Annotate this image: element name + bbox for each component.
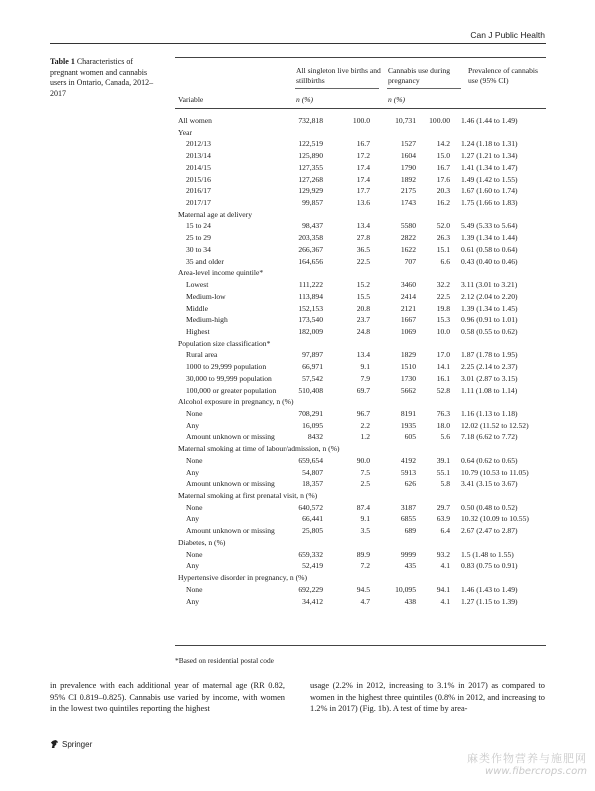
table-section-row	[175, 490, 546, 501]
cell-pct-all: 22.5	[356, 256, 370, 266]
table-row	[175, 256, 546, 267]
cell-n-all: 164,656	[298, 256, 323, 266]
cell-pct-cannabis: 15.3	[436, 315, 450, 325]
cell-prevalence: 0.64 (0.62 to 0.65)	[461, 455, 518, 465]
cell-prevalence: 10.79 (10.53 to 11.05)	[461, 467, 529, 477]
cell-n-all: 16,095	[302, 420, 323, 430]
table-header-rule	[175, 108, 546, 109]
cell-pct-cannabis: 93.2	[436, 549, 450, 559]
table-row	[175, 525, 546, 536]
cell-pct-all: 24.8	[356, 326, 370, 336]
cell-n-cannabis: 10,731	[395, 116, 416, 125]
cell-pct-cannabis: 18.0	[436, 420, 450, 430]
cell-prevalence: 1.49 (1.42 to 1.55)	[461, 174, 518, 184]
cell-pct-cannabis: 16.7	[436, 162, 450, 172]
cell-n-cannabis: 1730	[400, 373, 416, 383]
body-paragraph-left: in prevalence with each additional year of maternal age (RR 0.82, 95% CI 0.819–0.825). Cannabis use varied by income, with women in the lowest two quintiles reporting the highest	[50, 681, 285, 713]
table-row	[175, 314, 546, 325]
row-label: Any	[186, 514, 200, 524]
cell-prevalence: 12.02 (11.52 to 12.52)	[461, 420, 529, 430]
cell-n-cannabis: 605	[404, 432, 416, 442]
cell-pct-cannabis: 63.9	[436, 514, 450, 524]
cell-n-all: 266,367	[298, 244, 323, 254]
body-text-left-column	[50, 680, 285, 715]
cell-n-cannabis: 2414	[400, 291, 416, 301]
cell-n-cannabis: 1790	[400, 162, 416, 172]
table-row	[175, 431, 546, 442]
cell-n-all: 113,894	[298, 291, 323, 301]
cell-prevalence: 0.43 (0.40 to 0.46)	[461, 256, 518, 266]
cell-n-all: 34,412	[302, 596, 323, 606]
table-row	[175, 455, 546, 466]
cell-pct-all: 20.8	[356, 303, 370, 313]
table-top-rule	[175, 57, 546, 58]
table-row	[175, 420, 546, 431]
cell-pct-all: 87.4	[356, 502, 370, 512]
cell-prevalence: 2.67 (2.47 to 2.87)	[461, 526, 518, 536]
table-section-row	[175, 267, 546, 278]
row-label: Lowest	[186, 280, 209, 290]
cell-pct-all: 13.6	[356, 198, 370, 208]
row-label: Population size classification*	[178, 338, 271, 348]
cell-n-all: 127,268	[298, 174, 323, 184]
cell-n-cannabis: 689	[404, 526, 416, 536]
cell-pct-all: 94.5	[356, 584, 370, 594]
subheader-rule-all	[295, 88, 379, 89]
row-label: 15 to 24	[186, 221, 211, 231]
table-label: Table 1	[50, 57, 75, 66]
cell-n-all: 57,542	[302, 373, 323, 383]
row-label: 2015/16	[186, 174, 211, 184]
cell-n-cannabis: 1829	[400, 350, 416, 360]
row-label: All women	[178, 116, 212, 125]
table-row	[175, 549, 546, 560]
cell-n-cannabis: 1743	[400, 198, 416, 208]
row-label: Middle	[186, 303, 208, 313]
table-row	[175, 244, 546, 255]
cell-pct-all: 4.7	[360, 596, 370, 606]
row-label: Any	[186, 596, 200, 606]
cell-n-cannabis: 1892	[400, 174, 416, 184]
table-row	[175, 560, 546, 571]
row-label: 25 to 29	[186, 233, 211, 243]
cell-n-cannabis: 2121	[400, 303, 416, 313]
cell-n-cannabis: 1069	[400, 326, 416, 336]
table-section-row	[175, 127, 546, 138]
cell-pct-all: 15.2	[356, 280, 370, 290]
cell-n-cannabis: 438	[404, 596, 416, 606]
table-row	[175, 373, 546, 384]
cell-pct-all: 2.5	[360, 479, 370, 489]
cell-pct-all: 3.5	[360, 526, 370, 536]
row-label: Maternal smoking at time of labour/admission, n (%)	[178, 444, 340, 454]
row-label: None	[186, 455, 203, 465]
cell-pct-cannabis: 16.1	[436, 373, 450, 383]
header-rule	[50, 43, 546, 44]
row-label: 1000 to 29,999 population	[186, 362, 267, 372]
table-section-row	[175, 396, 546, 407]
table-row	[175, 150, 546, 161]
cell-n-all: 122,519	[298, 139, 323, 149]
cell-pct-all: 15.5	[356, 291, 370, 301]
row-label: Amount unknown or missing	[186, 432, 275, 442]
row-label: Medium-high	[186, 315, 228, 325]
cell-prevalence: 1.41 (1.34 to 1.47)	[461, 162, 518, 172]
cell-pct-all: 13.4	[356, 350, 370, 360]
cell-n-cannabis: 4192	[400, 455, 416, 465]
header-variable: Variable	[178, 95, 204, 104]
header-cannabis-use: Cannabis use during pregnancy	[388, 66, 451, 85]
table-row	[175, 162, 546, 173]
body-text-right-column	[310, 680, 545, 715]
cell-prevalence: 1.75 (1.66 to 1.83)	[461, 198, 518, 208]
table-section-row	[175, 537, 546, 548]
cell-n-cannabis: 435	[404, 561, 416, 571]
cell-pct-all: 96.7	[356, 409, 370, 418]
cell-n-all: 182,009	[298, 326, 323, 336]
cell-pct-cannabis: 20.3	[436, 186, 450, 196]
cell-prevalence: 1.11 (1.08 to 1.14)	[461, 385, 518, 395]
cell-prevalence: 0.96 (0.91 to 1.01)	[461, 315, 518, 325]
row-label: Year	[178, 127, 192, 137]
cell-n-cannabis: 9999	[400, 549, 416, 559]
cell-n-all: 732,818	[298, 116, 323, 125]
table-section-row	[175, 338, 546, 349]
table-row	[175, 303, 546, 314]
header-n-pct-cannabis: n (%)	[388, 95, 406, 104]
row-label: Maternal age at delivery	[178, 209, 253, 219]
table-row	[175, 584, 546, 595]
cell-prevalence: 1.27 (1.15 to 1.39)	[461, 596, 518, 606]
cell-n-cannabis: 6855	[400, 514, 416, 524]
cell-pct-all: 1.2	[360, 432, 370, 442]
cell-n-all: 659,654	[298, 455, 323, 465]
cell-pct-cannabis: 29.7	[436, 502, 450, 512]
cell-n-cannabis: 1622	[400, 244, 416, 254]
cell-pct-cannabis: 4.1	[440, 561, 450, 571]
cell-n-all: 66,971	[302, 362, 323, 372]
row-label: 2017/17	[186, 198, 211, 208]
watermark-title: 麻类作物营养与施肥网	[467, 752, 587, 765]
cell-n-cannabis: 3460	[400, 280, 416, 290]
cell-n-all: 708,291	[298, 409, 323, 418]
cell-pct-all: 7.9	[360, 373, 370, 383]
row-label: Hypertensive disorder in pregnancy, n (%)	[178, 573, 307, 583]
cell-n-all: 129,929	[298, 186, 323, 196]
cell-pct-all: 90.0	[356, 455, 370, 465]
row-label: Any	[186, 467, 200, 477]
cell-n-cannabis: 2175	[400, 186, 416, 196]
row-label: 100,000 or greater population	[186, 385, 277, 395]
row-label: Diabetes, n (%)	[178, 537, 226, 547]
body-paragraph-right: usage (2.2% in 2012, increasing to 3.1% in 2017) as compared to women in the highest three quintiles (0.8% in 2012, and increasing to 1.2% in 2017) (Fig. 1b). A test of time by area-	[310, 681, 545, 713]
cell-pct-cannabis: 14.1	[436, 362, 450, 372]
table-row	[175, 197, 546, 208]
row-label: 2013/14	[186, 151, 211, 161]
cell-prevalence: 1.24 (1.18 to 1.31)	[461, 139, 518, 149]
table-row	[175, 138, 546, 149]
table-row	[175, 478, 546, 489]
row-label: Maternal smoking at first prenatal visit, n (%)	[178, 491, 318, 501]
cell-n-cannabis: 5580	[400, 221, 416, 231]
table-row	[175, 185, 546, 196]
cell-pct-cannabis: 6.6	[440, 256, 450, 266]
row-label: Highest	[186, 326, 210, 336]
table-row	[175, 174, 546, 185]
cell-pct-cannabis: 19.8	[436, 303, 450, 313]
header-all-births: All singleton live births and stillbirths	[296, 66, 381, 85]
row-label: Amount unknown or missing	[186, 479, 275, 489]
cell-prevalence: 2.12 (2.04 to 2.20)	[461, 291, 518, 301]
cell-prevalence: 0.58 (0.55 to 0.62)	[461, 326, 518, 336]
cell-prevalence: 1.67 (1.60 to 1.74)	[461, 186, 518, 196]
cell-pct-cannabis: 52.8	[436, 385, 450, 395]
row-label: Rural area	[186, 350, 218, 360]
row-label: Alcohol exposure in pregnancy, n (%)	[178, 397, 294, 407]
row-label: None	[186, 584, 203, 594]
cell-pct-cannabis: 52.0	[436, 221, 450, 231]
cell-n-all: 8432	[307, 432, 323, 442]
row-label: 35 and older	[186, 256, 224, 266]
cell-pct-cannabis: 32.2	[436, 280, 450, 290]
cell-pct-all: 17.7	[356, 186, 370, 196]
cell-n-all: 18,357	[302, 479, 323, 489]
cell-n-cannabis: 2822	[400, 233, 416, 243]
cell-n-all: 173,540	[298, 315, 323, 325]
row-label: 2014/15	[186, 162, 211, 172]
table-row	[175, 326, 546, 337]
cell-pct-cannabis: 76.3	[436, 409, 450, 418]
cell-pct-cannabis: 94.1	[436, 584, 450, 594]
table-row	[175, 408, 546, 419]
cell-n-all: 98,437	[302, 221, 323, 231]
publisher-name: Springer	[62, 739, 93, 749]
cell-prevalence: 1.27 (1.21 to 1.34)	[461, 151, 518, 161]
cell-pct-all: 7.5	[360, 467, 370, 477]
cell-pct-cannabis: 26.3	[436, 233, 450, 243]
row-label: Area-level income quintile*	[178, 268, 264, 278]
cell-pct-all: 9.1	[360, 362, 370, 372]
cell-prevalence: 10.32 (10.09 to 10.55)	[461, 514, 529, 524]
cell-pct-cannabis: 4.1	[440, 596, 450, 606]
table-row	[175, 220, 546, 231]
cell-n-cannabis: 5662	[400, 385, 416, 395]
cell-n-all: 99,857	[302, 198, 323, 208]
cell-n-all: 203,358	[298, 233, 323, 243]
row-label: 2012/13	[186, 139, 211, 149]
table-footnote: *Based on residential postal code	[175, 656, 274, 665]
watermark	[467, 750, 587, 777]
row-label: 2016/17	[186, 186, 211, 196]
cell-prevalence: 3.11 (3.01 to 3.21)	[461, 280, 518, 290]
row-label: Amount unknown or missing	[186, 526, 275, 536]
cell-pct-all: 89.9	[356, 549, 370, 559]
table-row	[175, 513, 546, 524]
cell-pct-cannabis: 39.1	[436, 455, 450, 465]
table-row	[175, 232, 546, 243]
table-row	[175, 349, 546, 360]
cell-n-all: 659,332	[298, 549, 323, 559]
table-row	[175, 502, 546, 513]
cell-pct-cannabis: 5.6	[440, 432, 450, 442]
cell-pct-all: 7.2	[360, 561, 370, 571]
table-caption-text: Characteristics of pregnant women and cannabis users in Ontario, Canada, 2012–2017	[50, 57, 154, 98]
cell-n-cannabis: 1667	[400, 315, 416, 325]
cell-prevalence: 1.46 (1.43 to 1.49)	[461, 584, 518, 594]
cell-n-all: 152,153	[298, 303, 323, 313]
table-row	[175, 596, 546, 607]
cell-pct-all: 9.1	[360, 514, 370, 524]
row-label: 30 to 34	[186, 244, 211, 254]
cell-pct-cannabis: 15.1	[436, 244, 450, 254]
cell-n-cannabis: 5913	[400, 467, 416, 477]
cell-n-cannabis: 707	[404, 256, 416, 266]
table-section-row	[175, 572, 546, 583]
cell-n-all: 52,419	[302, 561, 323, 571]
row-label: Any	[186, 561, 200, 571]
cell-n-all: 66,441	[302, 514, 323, 524]
cell-prevalence: 7.18 (6.62 to 7.72)	[461, 432, 518, 442]
cell-pct-all: 17.4	[356, 162, 370, 172]
cell-pct-all: 69.7	[356, 385, 370, 395]
cell-n-all: 111,222	[298, 280, 323, 290]
row-label: None	[186, 502, 203, 512]
cell-n-cannabis: 1527	[400, 139, 416, 149]
cell-prevalence: 1.46 (1.44 to 1.49)	[461, 116, 518, 125]
cell-pct-all: 16.7	[356, 139, 370, 149]
cell-n-cannabis: 3187	[400, 502, 416, 512]
table-bottom-rule	[175, 645, 546, 646]
cell-pct-cannabis: 6.4	[440, 526, 450, 536]
publisher-logo	[50, 739, 92, 749]
table-section-row	[175, 209, 546, 220]
table-row	[175, 361, 546, 372]
cell-prevalence: 1.5 (1.48 to 1.55)	[461, 549, 514, 559]
cell-prevalence: 0.50 (0.48 to 0.52)	[461, 502, 518, 512]
cell-pct-all: 27.8	[356, 233, 370, 243]
row-label: Medium-low	[186, 291, 226, 301]
cell-pct-cannabis: 22.5	[436, 291, 450, 301]
cell-n-cannabis: 1935	[400, 420, 416, 430]
cell-n-all: 125,890	[298, 151, 323, 161]
cell-pct-cannabis: 15.0	[436, 151, 450, 161]
table-row	[175, 291, 546, 302]
cell-pct-all: 17.2	[356, 151, 370, 161]
cell-prevalence: 3.01 (2.87 to 3.15)	[461, 373, 518, 383]
header-prevalence: Prevalence of cannabis use (95% CI)	[468, 66, 538, 85]
table-row	[175, 385, 546, 396]
cell-pct-cannabis: 100.00	[429, 116, 450, 125]
cell-pct-all: 36.5	[356, 244, 370, 254]
cell-n-all: 25,805	[302, 526, 323, 536]
subheader-rule-cannabis	[387, 88, 461, 89]
cell-prevalence: 0.83 (0.75 to 0.91)	[461, 561, 518, 571]
cell-n-all: 97,897	[302, 350, 323, 360]
cell-pct-all: 100.0	[352, 116, 370, 125]
cell-pct-cannabis: 14.2	[436, 139, 450, 149]
cell-pct-cannabis: 16.2	[436, 198, 450, 208]
springer-horse-icon	[50, 739, 59, 749]
cell-prevalence: 1.39 (1.34 to 1.44)	[461, 233, 518, 243]
cell-n-cannabis: 1604	[400, 151, 416, 161]
cell-n-cannabis: 1510	[400, 362, 416, 372]
table-row	[175, 115, 546, 126]
cell-prevalence: 2.25 (2.14 to 2.37)	[461, 362, 518, 372]
row-label: 30,000 to 99,999 population	[186, 373, 272, 383]
table-row	[175, 279, 546, 290]
row-label: Any	[186, 420, 200, 430]
cell-n-cannabis: 8191	[400, 409, 416, 418]
cell-prevalence: 1.16 (1.13 to 1.18)	[461, 409, 518, 418]
row-label: None	[186, 549, 203, 559]
watermark-url: www.fibercrops.com	[485, 766, 587, 777]
cell-pct-all: 13.4	[356, 221, 370, 231]
cell-prevalence: 1.39 (1.34 to 1.45)	[461, 303, 518, 313]
cell-prevalence: 3.41 (3.15 to 3.67)	[461, 479, 518, 489]
cell-prevalence: 1.87 (1.78 to 1.95)	[461, 350, 518, 360]
cell-pct-all: 17.4	[356, 174, 370, 184]
cell-pct-all: 23.7	[356, 315, 370, 325]
cell-pct-cannabis: 17.0	[436, 350, 450, 360]
cell-n-all: 54,807	[302, 467, 323, 477]
row-label: None	[186, 409, 203, 418]
cell-prevalence: 0.61 (0.58 to 0.64)	[461, 244, 518, 254]
cell-pct-all: 2.2	[360, 420, 370, 430]
cell-pct-cannabis: 55.1	[436, 467, 450, 477]
table-row	[175, 467, 546, 478]
cell-n-cannabis: 10,095	[395, 584, 416, 594]
cell-n-cannabis: 626	[404, 479, 416, 489]
cell-n-all: 127,355	[298, 162, 323, 172]
header-n-pct-all: n (%)	[296, 95, 314, 104]
journal-name: Can J Public Health	[470, 30, 545, 40]
cell-n-all: 640,572	[298, 502, 323, 512]
cell-n-all: 692,229	[298, 584, 323, 594]
cell-pct-cannabis: 17.6	[436, 174, 450, 184]
table-section-row	[175, 443, 546, 454]
cell-prevalence: 5.49 (5.33 to 5.64)	[461, 221, 518, 231]
cell-n-all: 510,408	[298, 385, 323, 395]
cell-pct-cannabis: 10.0	[436, 326, 450, 336]
table-caption	[50, 57, 158, 99]
cell-pct-cannabis: 5.8	[440, 479, 450, 489]
